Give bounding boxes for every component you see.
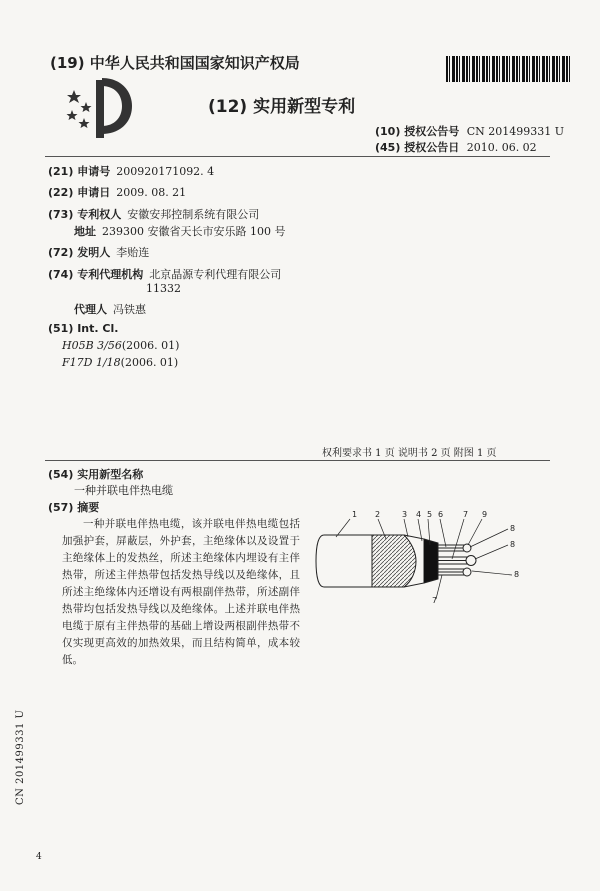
- utility-model-title: 一种并联电伴热电缆: [74, 484, 173, 497]
- barcode: [446, 56, 570, 82]
- publication-number: (10) 授权公告号 CN 201499331 U: [375, 125, 564, 138]
- figure-label: 6: [438, 510, 444, 519]
- figure-label: 4: [416, 510, 422, 519]
- publication-date: (45) 授权公告日 2010. 06. 02: [375, 141, 537, 154]
- abstract-text: 一种并联电伴热电缆，该并联电伴热电缆包括加强护套，屏蔽层，外护套，主绝缘体以及设置于主绝缘体上的发热丝，所述主绝缘体内埋设有主伴热带，所述主伴热带包括发热导线以及绝缘体，且所述主绝缘体内还增设有两根副伴热带，所述副伴热带均包括发热导线以及绝缘体。上述并联电伴热电缆于原有主伴热带的基础上增设两根副伴热带不仅实现更高效的加热效果，而且结构简单，成本较低。: [62, 518, 300, 666]
- figure-label: 8: [510, 524, 516, 533]
- section-divider: [45, 460, 550, 461]
- figure-label: 1: [352, 510, 358, 519]
- office-title: (19) 中华人民共和国国家知识产权局: [50, 54, 300, 72]
- document-type: (12) 实用新型专利: [208, 97, 356, 117]
- ipc-classification: (51) Int. Cl.: [48, 322, 119, 335]
- inventor: (72) 发明人 李贻连: [48, 246, 150, 259]
- outer-sheath: [316, 535, 372, 587]
- ipc-entry: F17D 1/18(2006. 01): [62, 356, 179, 369]
- cnipa-logo: [62, 72, 136, 140]
- agency-code: 11332: [146, 282, 181, 295]
- figure-label: 7: [432, 596, 438, 605]
- abstract-label: (57) 摘要: [48, 501, 100, 514]
- patentee-address: 地址 239300 安徽省天长市安乐路 100 号: [74, 225, 286, 238]
- side-publication-number: CN 201499331 U: [15, 709, 26, 805]
- ipc-entry: H05B 3/56(2006. 01): [62, 339, 180, 352]
- figure-label: 8: [514, 570, 520, 579]
- application-date: (22) 申请日 2009. 08. 21: [48, 186, 187, 199]
- cable-figure: [312, 505, 542, 605]
- figure-label: 5: [427, 510, 433, 519]
- figure-label: 9: [482, 510, 488, 519]
- shield-layer: [372, 535, 416, 587]
- figure-label: 2: [375, 510, 381, 519]
- application-number: (21) 申请号 200920171092. 4: [48, 165, 215, 178]
- patent-agency: (74) 专利代理机构 北京晶源专利代理有限公司: [48, 268, 282, 281]
- header-divider: [45, 156, 550, 157]
- inner-layer: [424, 539, 438, 583]
- patentee: (73) 专利权人 安徽安邦控制系统有限公司: [48, 208, 260, 221]
- figure-label: 3: [402, 510, 408, 519]
- figure-label: 8: [510, 540, 516, 549]
- page-count-info: 权利要求书 1 页 说明书 2 页 附图 1 页: [322, 448, 497, 459]
- figure-label: 7: [463, 510, 469, 519]
- agent: 代理人 冯铁惠: [74, 303, 146, 316]
- page-number: 4: [36, 852, 42, 862]
- utility-model-name-label: (54) 实用新型名称: [48, 468, 144, 481]
